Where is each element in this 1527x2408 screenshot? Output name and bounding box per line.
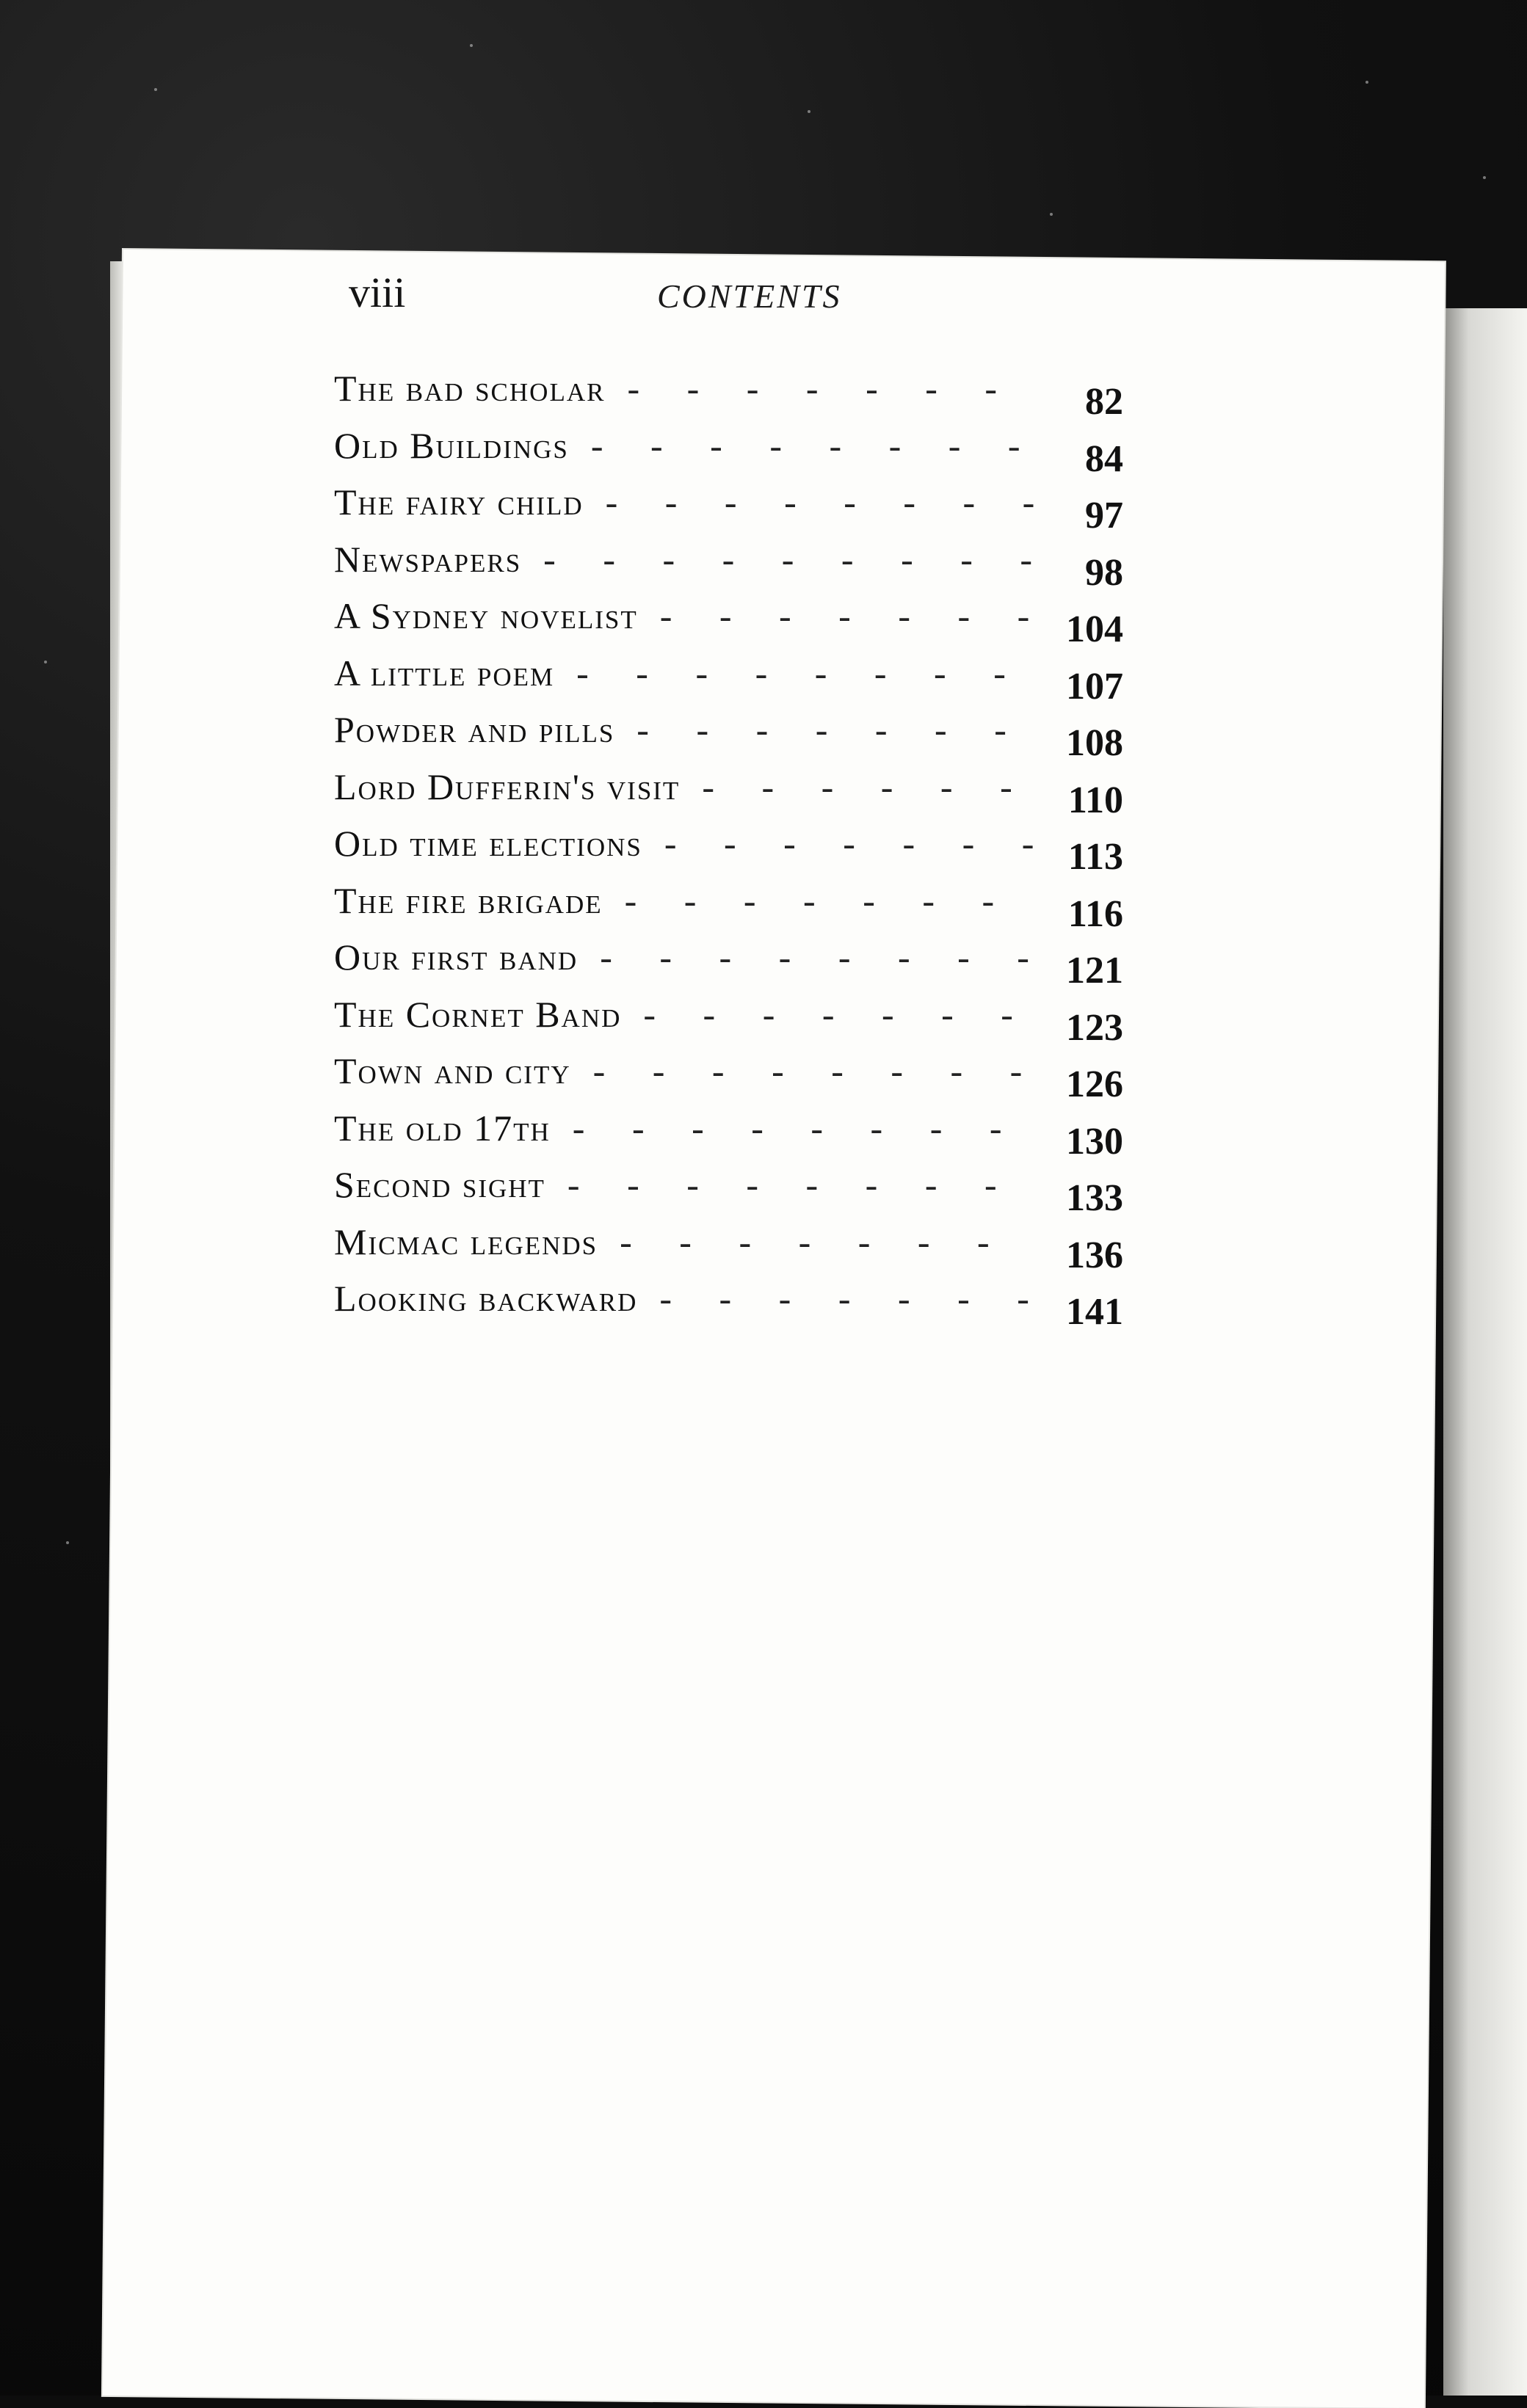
dot-leader (576, 652, 1035, 694)
chapter-page-number: 130 (1066, 1120, 1123, 1163)
chapter-page-number: 97 (1085, 495, 1123, 536)
list-item (334, 367, 1123, 424)
dust-speck (1050, 213, 1053, 216)
dot-leader (636, 708, 1035, 751)
dust-speck (1365, 81, 1368, 84)
chapter-title: Looking backward (334, 1278, 638, 1319)
dot-leader (606, 481, 1035, 523)
chapter-page-number: 133 (1066, 1177, 1123, 1219)
facing-page-edge (1443, 308, 1527, 2396)
dot-leader (702, 765, 1035, 808)
chapter-title: Our first band (334, 936, 578, 978)
chapter-page-number: 113 (1067, 836, 1123, 878)
chapter-page-number: 141 (1066, 1291, 1123, 1333)
dot-leader (660, 594, 1035, 637)
dust-speck (808, 110, 810, 113)
dot-leader (591, 424, 1035, 467)
chapter-title: Old Buildings (334, 424, 569, 466)
chapter-page-number: 123 (1066, 1006, 1123, 1049)
running-head (349, 268, 1112, 327)
dust-speck (154, 88, 157, 91)
dust-speck (470, 44, 473, 47)
dot-leader (600, 936, 1035, 978)
page-title: CONTENTS (657, 277, 842, 315)
chapter-page-number: 107 (1066, 665, 1123, 708)
chapter-title: Newspapers (334, 538, 522, 580)
dot-leader (573, 1107, 1035, 1149)
list-item (334, 993, 1123, 1050)
chapter-title: Micmac legends (334, 1221, 598, 1262)
dot-leader (627, 367, 1035, 410)
chapter-title: Powder and pills (334, 709, 615, 750)
chapter-page-number: 108 (1066, 722, 1123, 764)
chapter-title: The fire brigade (334, 879, 603, 921)
chapter-page-number: 98 (1085, 551, 1123, 594)
list-item (334, 1221, 1123, 1278)
chapter-title: Lord Dufferin's visit (334, 765, 681, 807)
chapter-page-number: 126 (1066, 1063, 1123, 1105)
chapter-title: The Cornet Band (334, 993, 622, 1035)
list-item (334, 481, 1123, 538)
chapter-title: Town and city (334, 1050, 571, 1091)
dot-leader (625, 879, 1035, 922)
list-item (334, 538, 1123, 595)
list-item (334, 594, 1123, 652)
chapter-page-number: 110 (1067, 779, 1123, 821)
chapter-title: A little poem (334, 652, 555, 694)
table-of-contents (334, 367, 1123, 1334)
list-item (334, 1277, 1123, 1334)
chapter-page-number: 136 (1066, 1234, 1123, 1276)
dust-speck (44, 661, 47, 663)
list-item (334, 652, 1123, 709)
dust-speck (66, 1541, 69, 1544)
list-item (334, 822, 1123, 879)
list-item (334, 765, 1123, 823)
chapter-page-number: 104 (1066, 608, 1123, 650)
chapter-page-number: 84 (1085, 437, 1123, 480)
list-item (334, 708, 1123, 765)
page-number: viii (349, 269, 406, 316)
chapter-page-number: 116 (1067, 892, 1123, 935)
chapter-title: Old time elections (334, 823, 642, 864)
dot-leader (643, 993, 1035, 1036)
list-item (334, 1107, 1123, 1164)
dot-leader (659, 1277, 1035, 1320)
list-item (334, 879, 1123, 936)
list-item (334, 1163, 1123, 1221)
dot-leader (543, 538, 1035, 581)
dot-leader (620, 1221, 1035, 1263)
list-item (334, 1050, 1123, 1107)
chapter-title: A Sydney novelist (334, 595, 638, 636)
chapter-page-number: 82 (1085, 381, 1123, 423)
dot-leader (593, 1050, 1035, 1092)
list-item (334, 936, 1123, 993)
chapter-title: The bad scholar (334, 368, 606, 409)
chapter-title: Second sight (334, 1164, 545, 1205)
dust-speck (1483, 176, 1486, 179)
chapter-title: The old 17th (334, 1107, 551, 1149)
dot-leader (664, 822, 1035, 865)
dot-leader (567, 1163, 1035, 1206)
chapter-title: The fairy child (334, 481, 584, 523)
chapter-page-number: 121 (1066, 950, 1123, 992)
list-item (334, 424, 1123, 481)
